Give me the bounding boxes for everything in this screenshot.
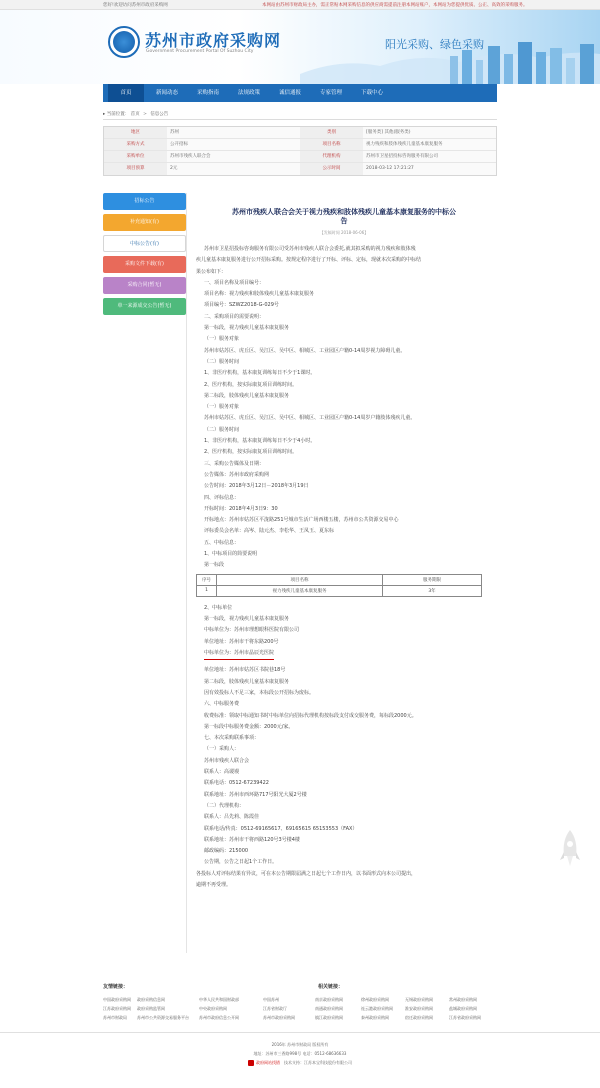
link-column	[199, 995, 239, 1022]
info-value: 苏州市残疾人联合会	[170, 154, 211, 159]
breadcrumb-home[interactable]: 首页	[130, 112, 140, 117]
paragraph-text: 苏州市卫星招投标咨询服务有限公司受苏州市残疾人联合会委托,就其拟采购的视力残疾和肢体残	[204, 246, 416, 252]
lot-table	[196, 574, 482, 597]
paragraph-line	[196, 504, 492, 515]
paragraph-line	[196, 470, 492, 481]
link-column	[449, 995, 481, 1022]
paragraph-text: 第一标段，视力残疾儿童基本康复服务	[204, 615, 290, 622]
paragraph-text: 联系电话：0512-67239422	[204, 780, 269, 787]
paragraph-text: 果公布如下：	[196, 268, 227, 275]
paragraph-line	[196, 413, 492, 424]
footer-link[interactable]: 中国政府采购网	[103, 997, 131, 1002]
article-title-line: 苏州市残疾人联合会关于视力残疾和肢体残疾儿童基本康复服务的中标公	[232, 208, 456, 216]
divider	[103, 119, 497, 120]
paragraph-text: 2、医疗机构，按实际康复项目训练时间。	[204, 381, 298, 388]
location-icon: ▸	[103, 112, 106, 117]
info-value: 苏州	[170, 130, 179, 135]
paragraph-line	[196, 846, 492, 857]
info-value: 2018-03-12 17:21:27	[366, 166, 414, 171]
paragraph-text: 第一标段中标服务费金额：2000元/家。	[204, 723, 294, 730]
breadcrumb-prefix: 当前位置：	[106, 112, 130, 117]
article-body-part2	[196, 603, 492, 892]
paragraph-text: 2、中标单位	[204, 604, 233, 611]
link-column	[405, 995, 433, 1022]
paragraph-text: 第一标段	[204, 562, 225, 569]
breadcrumb	[103, 111, 168, 117]
related-links-header: 相关链接：	[318, 984, 344, 990]
breadcrumb-current[interactable]: 信息公告	[150, 112, 169, 117]
paragraph-line	[196, 255, 492, 266]
footer-link[interactable]: 苏州市政府信息公开网	[199, 1015, 239, 1020]
paragraph-text: 因有效投标人不足三家，本标段公开招标为废标。	[204, 689, 315, 696]
info-row	[104, 127, 496, 139]
back-to-top-icon[interactable]	[560, 828, 580, 868]
footer-link[interactable]: 政府采购监管网	[137, 1006, 165, 1011]
tech-support	[0, 1058, 600, 1067]
publish-time: 【发稿时间 2018-06-06】	[319, 230, 369, 235]
notice-sidebar	[103, 193, 186, 319]
info-value: 苏州市卫星招投标咨询服务有限公司	[366, 154, 438, 159]
footer-link[interactable]: 政府采购信息网	[137, 997, 165, 1002]
paragraph-text: 第二标段，肢体残疾儿童基本康复服务	[204, 392, 290, 399]
link-column	[103, 995, 131, 1022]
paragraph-text: 收费标准：领取中标通知书时中标单位向招标代理机构按标段支付成交服务费，每标段2000元。	[204, 712, 417, 719]
paragraph-text: 六、中标服务费	[204, 701, 240, 708]
paragraph-text: 四、评标信息：	[204, 494, 240, 501]
paragraph-text: 1、非医疗机构，基本康复训练每日不少于1课时。	[204, 370, 316, 377]
welcome-text: 您好!欢迎访问苏州市政府采购网	[103, 3, 168, 8]
info-label: 公示时间	[300, 163, 363, 175]
column-divider	[186, 193, 187, 953]
article	[196, 208, 492, 891]
footer-link[interactable]: 苏州市公共资源交易服务平台	[137, 1015, 189, 1020]
paragraph-text: 五、中标信息：	[204, 539, 240, 546]
breadcrumb-separator: >	[143, 112, 147, 117]
paragraph-text: 项目名称：视力残疾和肢体残疾儿童基本康复服务	[204, 291, 315, 298]
paragraph-line	[196, 244, 492, 255]
table-header: 服务期限	[383, 574, 482, 585]
table-row	[197, 585, 482, 596]
footer-link[interactable]: 江苏省政府采购网	[449, 1015, 481, 1020]
footer-link[interactable]: 盐城政府采购网	[449, 1006, 477, 1011]
paragraph-line	[196, 778, 492, 789]
nav-policy[interactable]: 法规政策	[237, 90, 260, 96]
paragraph-line	[196, 493, 492, 504]
paragraph-text: 苏州市姑苏区、虎丘区、吴江区、吴中区、相城区、工业园区户籍0-14周岁户籍肢体残疾儿童。	[204, 415, 416, 422]
paragraph-line	[196, 824, 492, 835]
paragraph-line	[196, 300, 492, 311]
paragraph-text: 1、中标项目的简要说明	[204, 551, 258, 558]
scrolling-notice[interactable]: 本网站由苏州市财政局主办，需正常贴本网采购信息的供应商需提前注册本网站账户，本网站为您提供优质、公正、高效的采购服务。	[262, 3, 528, 8]
info-row	[104, 151, 496, 163]
footer-link[interactable]: 苏州市财政局	[103, 1015, 127, 1020]
paragraph-line	[196, 711, 492, 722]
paragraph-text: （二）服务时间	[204, 426, 240, 433]
site-header	[0, 10, 600, 84]
paragraph-line	[196, 756, 492, 767]
paragraph-line	[196, 289, 492, 300]
info-label: 类别	[300, 127, 363, 138]
paragraph-line	[196, 688, 492, 699]
paragraph-line	[196, 357, 492, 368]
paragraph-line	[196, 869, 492, 880]
info-row	[104, 139, 496, 151]
paragraph-line	[196, 812, 492, 823]
paragraph-line	[196, 744, 492, 755]
nav-downloads[interactable]: 下载中心	[360, 90, 383, 96]
paragraph-line	[196, 665, 492, 676]
footer-link[interactable]: 中国苏州	[263, 997, 279, 1002]
paragraph-line	[196, 459, 492, 470]
paragraph-text: 二、采购项目的需要说明：	[204, 313, 265, 320]
paragraph-text: 中标单位为：苏州市理想眼科医院有限公司	[204, 627, 300, 634]
paragraph-text: 各投标人对评标结果有异议，可在本公告期限届满之日起七个工作日内，以书面形式向本公司提出，	[196, 870, 417, 877]
paragraph-line	[196, 637, 492, 648]
paragraph-line	[196, 447, 492, 458]
footer-link[interactable]: 泰州政府采购网	[361, 1015, 389, 1020]
main-nav	[103, 84, 497, 102]
footer-link[interactable]: 徐州政府采购网	[361, 997, 389, 1002]
footer-link[interactable]: 中华人民共和国财政部	[199, 997, 239, 1002]
link-column	[137, 995, 189, 1022]
paragraph-text: 三、采购公告媒体及日期：	[204, 460, 265, 467]
paragraph-text: 评标委员会名单：高岑、陆元杰、李松华、王凤玉、夏东标	[204, 528, 335, 535]
slogan: 阳光采购、绿色采购	[385, 38, 484, 51]
tab-tender-notice[interactable]: 招标公告	[103, 193, 186, 210]
paragraph-line	[196, 560, 492, 571]
info-value: 视力残疾和肢体残疾儿童基本康复服务	[366, 142, 443, 147]
paragraph-line	[196, 312, 492, 323]
paragraph-line	[196, 538, 492, 549]
paragraph-text: 逾期不再受理。	[196, 882, 232, 889]
site-logo[interactable]	[108, 26, 140, 58]
info-label: 项目预算	[104, 163, 167, 175]
link-column	[315, 995, 343, 1022]
gov-badge-icon[interactable]	[248, 1060, 254, 1066]
paragraph-text: 单位地址：苏州市姑苏区书院巷18号	[204, 667, 286, 674]
paragraph-text: （一）服务对象	[204, 336, 240, 343]
paragraph-text: 联系地址：苏州市西环路717号阳光大厦2号楼	[204, 791, 307, 798]
paragraph-line	[196, 402, 492, 413]
paragraph-line	[196, 767, 492, 778]
paragraph-line	[196, 323, 492, 334]
paragraph-line	[196, 515, 492, 526]
info-label: 采购方式	[104, 139, 167, 150]
paragraph-text: 公告期，公告之日起1个工作日。	[204, 859, 278, 866]
paragraph-line	[196, 614, 492, 625]
info-value: [服务类] 其他(服务类)	[366, 130, 411, 135]
friend-links-header: 友情链接：	[103, 984, 129, 990]
table-header-row	[197, 574, 482, 585]
paragraph-text: 开标时间：2018年4月3日9：30	[204, 505, 278, 512]
paragraph-line	[196, 677, 492, 688]
footer-link[interactable]: 无锡政府采购网	[405, 997, 433, 1002]
paragraph-line	[196, 733, 492, 744]
table-cell: 1	[197, 585, 217, 596]
paragraph-text: 2、医疗机构，按实际康复项目训练时间。	[204, 449, 298, 456]
tab-contract[interactable]: 采购合同(暂无)	[103, 277, 186, 294]
paragraph-text: 公告媒体：苏州市政府采购网	[204, 471, 270, 478]
paragraph-line	[196, 380, 492, 391]
paragraph-line	[196, 857, 492, 868]
table-header: 项目名称	[217, 574, 383, 585]
paragraph-text: （二）服务时间	[204, 358, 240, 365]
paragraph-line	[196, 436, 492, 447]
footer-link[interactable]: 苏州市政府采购网	[263, 1015, 295, 1020]
info-label: 地区	[104, 127, 167, 138]
paragraph-text: （二）代理机构：	[204, 802, 245, 809]
footer-link[interactable]: 连云港政府采购网	[361, 1006, 393, 1011]
paragraph-line	[196, 722, 492, 733]
paragraph-text: 联系电话/传真：0512-69165617、69165615 65153553（FAX）	[204, 825, 358, 832]
paragraph-line	[196, 790, 492, 801]
paragraph-text: 苏州市残疾人联合会	[204, 757, 250, 764]
paragraph-line	[196, 526, 492, 537]
footer-link[interactable]: 淮安政府采购网	[405, 1006, 433, 1011]
paragraph-line	[196, 334, 492, 345]
nav-guide[interactable]: 采购指南	[196, 90, 219, 96]
paragraph-text: 一、项目名称及项目编号：	[204, 279, 265, 286]
nav-home[interactable]: 首页	[108, 84, 144, 102]
info-label: 项目名称	[300, 139, 363, 150]
paragraph-text: 联系地址：苏州市干将西路120号3号楼4楼	[204, 836, 300, 843]
paragraph-text: 中标单位为：苏州市晶辰光医院	[204, 648, 274, 660]
footer-link[interactable]: 镇江政府采购网	[315, 1015, 343, 1020]
paragraph-text: 单位地址：苏州市干将东路200号	[204, 638, 279, 645]
paragraph-line	[196, 368, 492, 379]
table-header: 序号	[197, 574, 217, 585]
paragraph-text: 开标地点：苏州市姑苏区平泷路251号城市生活广场西楼五楼，苏州市公共资源交易中心	[204, 517, 399, 524]
paragraph-text: （一）服务对象	[204, 404, 240, 411]
paragraph-line	[196, 603, 492, 614]
paragraph-text: （一）采购人：	[204, 746, 240, 753]
info-value: 公开招标	[170, 142, 188, 147]
footer-link[interactable]: 中央政府采购网	[199, 1006, 227, 1011]
footer-link[interactable]: 南通政府采购网	[315, 1006, 343, 1011]
tab-file-download[interactable]: 采购文件下载(有)	[103, 256, 186, 273]
paragraph-text: 邮政编码：215000	[204, 848, 249, 855]
paragraph-line	[196, 648, 492, 666]
tab-supplementary-notice[interactable]: 补充通知(有)	[103, 214, 186, 231]
paragraph-line	[196, 481, 492, 492]
paragraph-line	[196, 549, 492, 560]
footer-link[interactable]: 常州政府采购网	[449, 997, 477, 1002]
paragraph-line	[196, 880, 492, 891]
paragraph-text: 七、本次采购联系事项：	[204, 735, 260, 742]
paragraph-line	[196, 391, 492, 402]
table-cell: 视力残疾儿童基本康复服务	[217, 585, 383, 596]
tab-award-notice[interactable]: 中标公告(有)	[103, 235, 186, 252]
top-bar	[0, 0, 600, 10]
footer-link[interactable]: 宿迁政府采购网	[405, 1015, 433, 1020]
paragraph-text: 联系人：吕先莉、陈霞佳	[204, 814, 260, 821]
footer	[0, 1040, 600, 1067]
paragraph-line	[196, 278, 492, 289]
project-info-table	[103, 126, 497, 176]
paragraph-text: 第一标段，视力残疾儿童基本康复服务	[204, 325, 290, 332]
tab-single-source[interactable]: 单一来源成交公告(暂无)	[103, 298, 186, 315]
article-title	[196, 208, 492, 226]
site-subtitle: Government Procurement Portal Of Suzhou City	[146, 49, 254, 54]
paragraph-line	[196, 699, 492, 710]
paragraph-text: 公告时间：2018年3月12日－2018年3月19日	[204, 483, 309, 490]
paragraph-text: 1、非医疗机构，基本康复训练每日不少于4小时。	[204, 438, 316, 445]
paragraph-line	[196, 801, 492, 812]
article-body-part1	[196, 244, 492, 572]
paragraph-text: 苏州市姑苏区、虎丘区、吴江区、吴中区、相城区、工业园区户籍0-14周岁视力障碍儿童。	[204, 347, 406, 354]
paragraph-line	[196, 625, 492, 636]
link-column	[361, 995, 393, 1022]
paragraph-line	[196, 835, 492, 846]
paragraph-line	[196, 425, 492, 436]
paragraph-text: 第二标段，肢体残疾儿童基本康复服务	[204, 678, 290, 685]
paragraph-line	[196, 267, 492, 278]
article-title-line: 告	[340, 217, 348, 225]
table-cell: 3年	[383, 585, 482, 596]
paragraph-text: 联系人：高谡谩	[204, 769, 240, 776]
nav-news[interactable]: 新闻动态	[155, 90, 178, 96]
link-column	[263, 995, 295, 1022]
site-title: 苏州市政府采购网	[145, 31, 282, 50]
footer-link[interactable]: 江苏政府采购网	[103, 1006, 131, 1011]
contact-address: 地址：苏州市三香路998号 电话：0512-68636633	[253, 1051, 347, 1056]
footer-links	[103, 983, 497, 1020]
gov-badge-label[interactable]: 政府网站找错	[256, 1060, 280, 1065]
footer-link[interactable]: 南京政府采购网	[315, 997, 343, 1002]
paragraph-line	[196, 346, 492, 357]
info-value: 2元	[170, 166, 178, 171]
footer-link[interactable]: 江苏省财政厅	[263, 1006, 287, 1011]
info-label: 代理机构	[300, 151, 363, 162]
info-row	[104, 163, 496, 175]
nav-experts[interactable]: 专家管理	[319, 90, 342, 96]
info-label: 采购单位	[104, 151, 167, 162]
paragraph-text: 疾儿童基本康复服务进行公开招标采购。按规定程序进行了开标、评标、定标，现就本次采购的中标结	[196, 257, 422, 264]
copyright: 2016年 苏州市财政局 版权所有	[271, 1042, 329, 1047]
tech-support-text: 技术支持：江苏本宝科技股份有限公司	[284, 1060, 352, 1065]
nav-credit[interactable]: 诚信通报	[278, 90, 301, 96]
footer-divider	[0, 1032, 600, 1033]
paragraph-text: 项目编号：SZWZ2018-G-029号	[204, 302, 279, 309]
